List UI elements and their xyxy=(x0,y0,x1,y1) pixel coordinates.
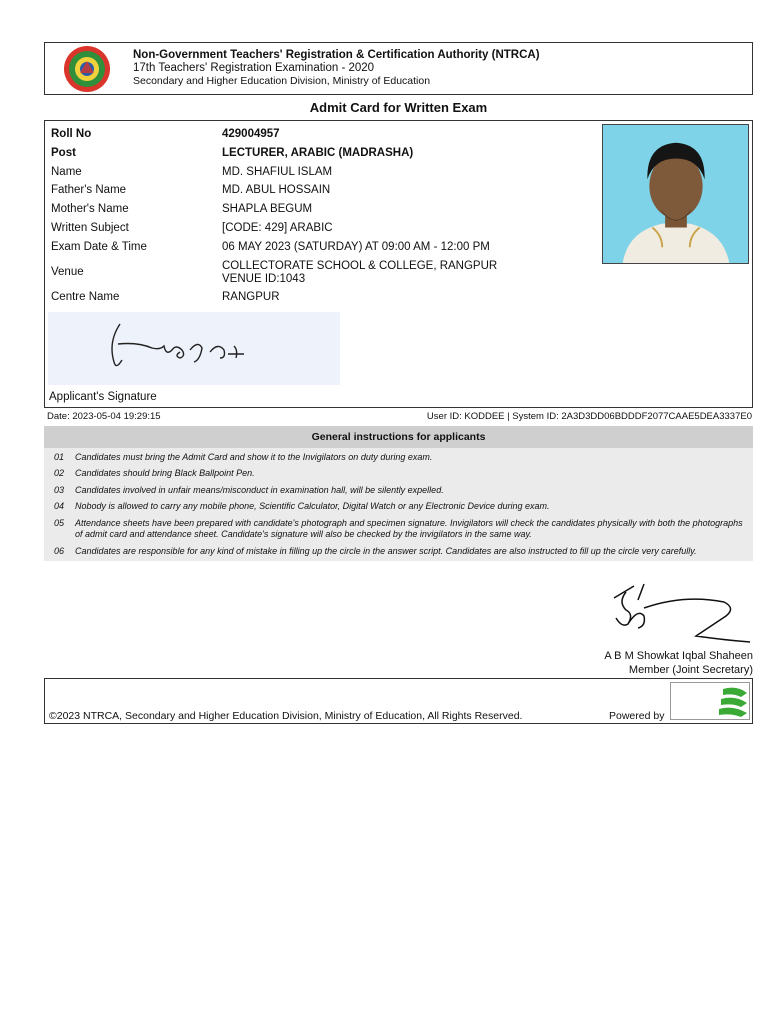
applicant-photo xyxy=(602,124,749,264)
mother-value: SHAPLA BEGUM xyxy=(222,203,313,215)
system-ids: User ID: KODDEE | System ID: 2A3D3DD06BDDDF2077CAAE5DEA3337E0 xyxy=(426,411,752,422)
roll-value: 429004957 xyxy=(222,128,280,140)
powered-by-label: Powered by xyxy=(609,710,665,722)
instruction-number: 06 xyxy=(54,546,65,556)
authority-block xyxy=(604,650,753,677)
name-value: MD. SHAFIUL ISLAM xyxy=(222,166,333,178)
roll-label: Roll No xyxy=(51,128,92,140)
instructions-list xyxy=(44,448,753,561)
footer xyxy=(44,678,753,724)
instruction-number: 04 xyxy=(54,501,65,511)
instruction-text: Attendance sheets have been prepared with candidate's photograph and specimen signature. Invigilators will check the candidates physically with both the photographs of admit card and attendance sheet. Candidate's signature will also be checked by the invigilators in the same way. xyxy=(75,518,743,539)
venue-line1: COLLECTORATE SCHOOL & COLLEGE, RANGPUR xyxy=(222,260,498,272)
post-value: LECTURER, ARABIC (MADRASHA) xyxy=(222,147,414,159)
applicant-signature-image xyxy=(48,312,340,385)
authority-name: A B M Showkat Iqbal Shaheen xyxy=(604,650,753,662)
instruction-text: Nobody is allowed to carry any mobile phone, Scientific Calculator, Digital Watch or any Electronic Device during exam. xyxy=(75,501,550,511)
centre-label: Centre Name xyxy=(51,291,120,303)
subject-value: [CODE: 429] ARABIC xyxy=(222,222,333,234)
instruction-text: Candidates must bring the Admit Card and show it to the Invigilators on duty during exam. xyxy=(75,452,433,462)
venue-line2: VENUE ID:1043 xyxy=(222,273,306,285)
instruction-number: 01 xyxy=(54,452,65,462)
ntrca-logo-icon xyxy=(63,45,111,93)
print-date: Date: 2023-05-04 19:29:15 xyxy=(47,411,161,422)
card-title: Admit Card for Written Exam xyxy=(309,100,488,115)
mother-label: Mother's Name xyxy=(51,203,129,215)
datetime-value: 06 MAY 2023 (SATURDAY) AT 09:00 AM - 12:00 PM xyxy=(222,241,490,253)
org-name: Non-Government Teachers' Registration & Certification Authority (NTRCA) xyxy=(133,49,540,61)
venue-label: Venue xyxy=(51,266,84,278)
header-box xyxy=(44,42,753,95)
instruction-text: Candidates are responsible for any kind of mistake in filling up the circle in the answer script. Candidates are also instructed to fill up the circle very carefully. xyxy=(75,546,697,556)
teletalk-logo xyxy=(670,682,750,720)
datetime-label: Exam Date & Time xyxy=(51,241,147,253)
authority-title: Member (Joint Secretary) xyxy=(628,663,753,676)
instruction-number: 03 xyxy=(54,485,65,495)
instruction-text: Candidates involved in unfair means/misconduct in examination hall, will be silently expelled. xyxy=(75,485,444,495)
applicant-signature-label: Applicant's Signature xyxy=(49,391,157,403)
instruction-number: 05 xyxy=(54,518,65,528)
exam-name: 17th Teachers' Registration Examination - 2020 xyxy=(133,62,375,74)
centre-value: RANGPUR xyxy=(222,291,280,303)
father-value: MD. ABUL HOSSAIN xyxy=(222,184,331,196)
subject-label: Written Subject xyxy=(51,222,129,234)
authority-signature-image xyxy=(604,578,754,648)
instruction-text: Candidates should bring Black Ballpoint Pen. xyxy=(75,468,255,478)
father-label: Father's Name xyxy=(51,184,127,196)
copyright-text: ©2023 NTRCA, Secondary and Higher Education Division, Ministry of Education, All Rights Reserved. xyxy=(49,710,523,722)
instruction-number: 02 xyxy=(54,468,65,478)
instructions-title: General instructions for applicants xyxy=(44,426,753,448)
applicant-info-box xyxy=(44,120,753,408)
name-label: Name xyxy=(51,166,82,178)
post-label: Post xyxy=(51,147,76,159)
division-name: Secondary and Higher Education Division, Ministry of Education xyxy=(133,75,431,87)
